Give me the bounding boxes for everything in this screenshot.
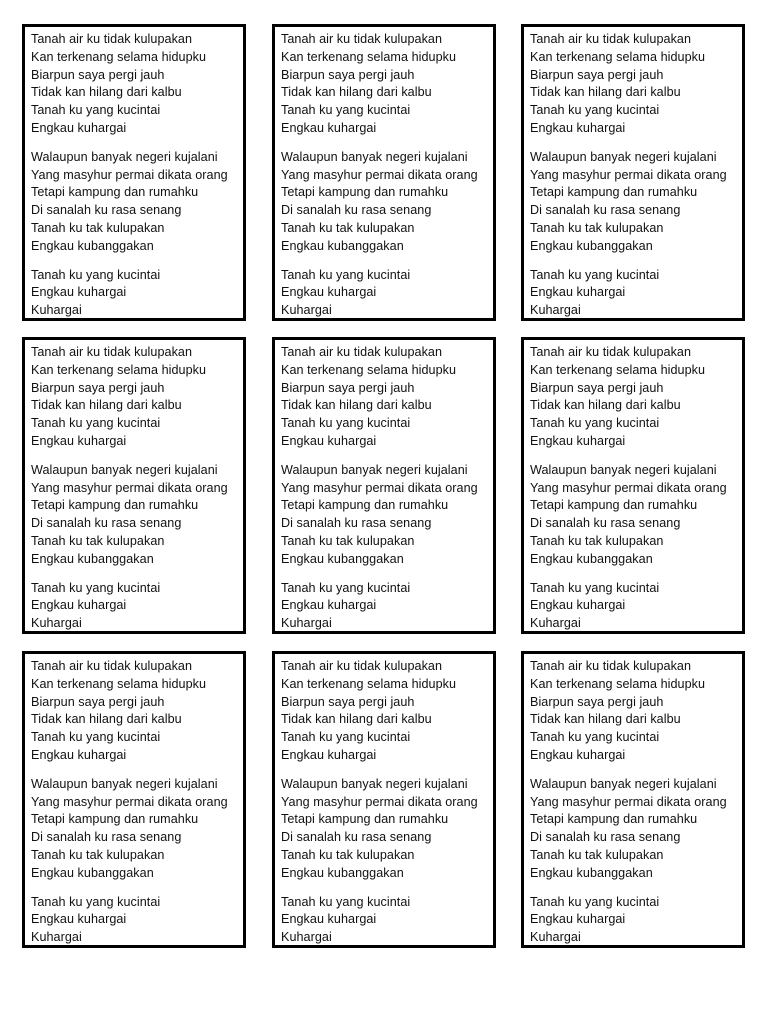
stanza — [281, 344, 493, 451]
lyric-line: Di sanalah ku rasa senang — [281, 830, 432, 845]
lyric-line: Tanah ku yang kucintai — [31, 730, 161, 745]
lyric-line: Walaupun banyak negeri kujalani — [31, 776, 218, 791]
lyric-line: Engkau kuhargai — [281, 433, 377, 448]
stanza — [281, 658, 493, 765]
lyric-line: Engkau kuhargai — [530, 912, 626, 927]
stanza — [31, 149, 243, 256]
lyric-line: Tanah ku yang kucintai — [530, 103, 660, 118]
lyric-line: Tanah air ku tidak kulupakan — [530, 345, 692, 359]
lyric-line: Di sanalah ku rasa senang — [530, 516, 681, 531]
lyric-line: Engkau kuhargai — [31, 912, 127, 927]
lyric-line: Yang masyhur permai dikata orang — [31, 794, 228, 809]
lyrics-card — [22, 651, 246, 948]
stanza — [530, 462, 742, 569]
lyric-line: Kan terkenang selama hidupku — [31, 49, 207, 64]
lyric-line: Tanah ku yang kucintai — [281, 580, 411, 595]
lyrics-card — [272, 337, 496, 634]
lyric-line: Tidak kan hilang dari kalbu — [530, 398, 681, 413]
lyric-line: Tetapi kampung dan rumahku — [530, 812, 698, 827]
lyric-line: Tanah ku yang kucintai — [31, 894, 161, 909]
stanza — [31, 31, 243, 138]
lyric-line: Tetapi kampung dan rumahku — [31, 498, 199, 513]
lyric-line: Tanah ku yang kucintai — [281, 103, 411, 118]
lyrics-card — [521, 337, 745, 634]
lyric-line: Yang masyhur permai dikata orang — [31, 480, 228, 495]
stanza — [31, 344, 243, 451]
lyric-line: Tetapi kampung dan rumahku — [530, 498, 698, 513]
lyric-line: Engkau kuhargai — [530, 433, 626, 448]
lyric-line: Tanah air ku tidak kulupakan — [281, 345, 443, 359]
lyric-line: Walaupun banyak negeri kujalani — [281, 149, 468, 164]
lyric-line: Engkau kubanggakan — [31, 865, 154, 880]
lyric-line: Yang masyhur permai dikata orang — [281, 480, 478, 495]
lyric-line: Tetapi kampung dan rumahku — [530, 185, 698, 200]
lyric-line: Tidak kan hilang dari kalbu — [281, 85, 432, 100]
lyric-line: Yang masyhur permai dikata orang — [281, 167, 478, 182]
lyric-line: Tanah ku tak kulupakan — [530, 847, 664, 862]
lyric-line: Biarpun saya pergi jauh — [281, 380, 415, 395]
lyric-line: Kuhargai — [530, 303, 581, 318]
lyric-line: Biarpun saya pergi jauh — [530, 67, 664, 82]
lyric-line: Kuhargai — [281, 303, 332, 318]
lyric-line: Walaupun banyak negeri kujalani — [31, 149, 218, 164]
lyric-line: Kan terkenang selama hidupku — [530, 49, 706, 64]
lyric-line: Engkau kubanggakan — [530, 551, 653, 566]
lyric-line: Kan terkenang selama hidupku — [530, 676, 706, 691]
lyric-line: Tanah air ku tidak kulupakan — [31, 345, 193, 359]
lyric-line: Di sanalah ku rasa senang — [281, 516, 432, 531]
lyric-line: Engkau kuhargai — [530, 598, 626, 613]
lyric-line: Tetapi kampung dan rumahku — [281, 185, 449, 200]
lyrics-card — [521, 24, 745, 321]
lyric-line: Kan terkenang selama hidupku — [31, 362, 207, 377]
lyric-line: Kuhargai — [31, 303, 82, 318]
lyric-line: Engkau kuhargai — [31, 598, 127, 613]
lyric-line: Tanah air ku tidak kulupakan — [281, 32, 443, 46]
lyric-line: Engkau kubanggakan — [281, 238, 404, 253]
lyric-line: Tanah ku yang kucintai — [31, 580, 161, 595]
lyric-line: Tanah air ku tidak kulupakan — [530, 32, 692, 46]
lyric-line: Engkau kubanggakan — [31, 551, 154, 566]
stanza — [31, 894, 243, 947]
stanza — [530, 894, 742, 947]
lyric-line: Engkau kuhargai — [281, 598, 377, 613]
lyric-line: Tanah ku tak kulupakan — [530, 533, 664, 548]
lyric-line: Kuhargai — [31, 616, 82, 631]
stanza — [31, 658, 243, 765]
lyric-line: Tetapi kampung dan rumahku — [31, 812, 199, 827]
lyric-line: Walaupun banyak negeri kujalani — [281, 462, 468, 477]
lyric-line: Engkau kuhargai — [31, 285, 127, 300]
lyric-line: Tanah ku yang kucintai — [530, 267, 660, 282]
lyric-line: Tanah ku yang kucintai — [31, 267, 161, 282]
lyric-line: Tidak kan hilang dari kalbu — [530, 85, 681, 100]
lyric-line: Engkau kuhargai — [281, 120, 377, 135]
lyric-line: Engkau kuhargai — [31, 120, 127, 135]
stanza — [31, 267, 243, 320]
lyric-line: Engkau kuhargai — [281, 285, 377, 300]
lyric-line: Kan terkenang selama hidupku — [530, 362, 706, 377]
stanza — [281, 776, 493, 883]
lyric-line: Walaupun banyak negeri kujalani — [31, 462, 218, 477]
lyric-line: Tanah ku tak kulupakan — [281, 847, 415, 862]
lyric-line: Engkau kubanggakan — [281, 551, 404, 566]
lyric-line: Tetapi kampung dan rumahku — [281, 812, 449, 827]
stanza — [31, 580, 243, 633]
stanza — [530, 776, 742, 883]
lyric-line: Tanah ku tak kulupakan — [281, 533, 415, 548]
lyric-line: Tanah air ku tidak kulupakan — [31, 659, 193, 673]
lyrics-card — [272, 24, 496, 321]
lyric-line: Kuhargai — [530, 616, 581, 631]
lyric-line: Kuhargai — [281, 616, 332, 631]
lyric-line: Tanah ku tak kulupakan — [31, 220, 165, 235]
lyric-line: Engkau kubanggakan — [31, 238, 154, 253]
lyric-line: Tidak kan hilang dari kalbu — [530, 712, 681, 727]
lyric-line: Tanah ku tak kulupakan — [281, 220, 415, 235]
lyric-line: Yang masyhur permai dikata orang — [281, 794, 478, 809]
stanza — [281, 267, 493, 320]
lyric-line: Kan terkenang selama hidupku — [281, 362, 457, 377]
lyric-line: Engkau kuhargai — [530, 120, 626, 135]
lyric-line: Yang masyhur permai dikata orang — [530, 480, 727, 495]
lyric-line: Engkau kuhargai — [281, 747, 377, 762]
lyric-line: Engkau kubanggakan — [530, 865, 653, 880]
lyric-line: Tanah ku yang kucintai — [530, 416, 660, 431]
lyric-line: Biarpun saya pergi jauh — [31, 67, 165, 82]
lyric-line: Kan terkenang selama hidupku — [31, 676, 207, 691]
lyric-line: Biarpun saya pergi jauh — [281, 67, 415, 82]
lyrics-card — [22, 24, 246, 321]
lyric-line: Kuhargai — [31, 930, 82, 945]
lyric-line: Tanah ku yang kucintai — [31, 103, 161, 118]
stanza — [281, 149, 493, 256]
stanza — [530, 31, 742, 138]
lyric-line: Walaupun banyak negeri kujalani — [530, 462, 717, 477]
stanza — [281, 580, 493, 633]
lyric-line: Kan terkenang selama hidupku — [281, 49, 457, 64]
stanza — [530, 149, 742, 256]
lyric-line: Tanah ku yang kucintai — [281, 267, 411, 282]
stanza — [31, 776, 243, 883]
stanza — [281, 31, 493, 138]
lyric-line: Di sanalah ku rasa senang — [530, 830, 681, 845]
lyric-line: Tanah air ku tidak kulupakan — [281, 659, 443, 673]
lyric-line: Tanah ku yang kucintai — [530, 580, 660, 595]
lyric-line: Di sanalah ku rasa senang — [31, 203, 182, 218]
lyric-line: Tetapi kampung dan rumahku — [281, 498, 449, 513]
lyric-line: Engkau kuhargai — [31, 747, 127, 762]
lyric-line: Tidak kan hilang dari kalbu — [31, 398, 182, 413]
stanza — [281, 894, 493, 947]
lyric-line: Di sanalah ku rasa senang — [530, 203, 681, 218]
lyric-line: Engkau kubanggakan — [281, 865, 404, 880]
lyric-line: Tanah ku yang kucintai — [281, 416, 411, 431]
lyric-line: Engkau kuhargai — [31, 433, 127, 448]
lyric-line: Di sanalah ku rasa senang — [281, 203, 432, 218]
lyric-line: Engkau kuhargai — [281, 912, 377, 927]
lyric-line: Biarpun saya pergi jauh — [530, 380, 664, 395]
lyric-line: Tidak kan hilang dari kalbu — [31, 85, 182, 100]
lyric-line: Yang masyhur permai dikata orang — [530, 794, 727, 809]
lyric-line: Engkau kuhargai — [530, 747, 626, 762]
lyric-line: Tanah ku tak kulupakan — [31, 533, 165, 548]
stanza — [530, 267, 742, 320]
lyric-line: Yang masyhur permai dikata orang — [530, 167, 727, 182]
lyric-line: Tanah air ku tidak kulupakan — [530, 659, 692, 673]
lyric-line: Engkau kuhargai — [530, 285, 626, 300]
lyric-line: Kuhargai — [281, 930, 332, 945]
lyric-line: Biarpun saya pergi jauh — [31, 380, 165, 395]
lyric-line: Tanah ku tak kulupakan — [530, 220, 664, 235]
lyric-line: Tidak kan hilang dari kalbu — [281, 398, 432, 413]
stanza — [281, 462, 493, 569]
lyric-line: Kuhargai — [530, 930, 581, 945]
lyric-line: Tanah air ku tidak kulupakan — [31, 32, 193, 46]
lyric-line: Walaupun banyak negeri kujalani — [530, 776, 717, 791]
lyric-line: Tanah ku yang kucintai — [530, 894, 660, 909]
lyric-line: Yang masyhur permai dikata orang — [31, 167, 228, 182]
lyric-line: Walaupun banyak negeri kujalani — [530, 149, 717, 164]
lyric-line: Walaupun banyak negeri kujalani — [281, 776, 468, 791]
lyric-line: Tidak kan hilang dari kalbu — [281, 712, 432, 727]
lyrics-card — [521, 651, 745, 948]
lyric-line: Biarpun saya pergi jauh — [530, 694, 664, 709]
lyric-line: Biarpun saya pergi jauh — [281, 694, 415, 709]
lyric-line: Tanah ku tak kulupakan — [31, 847, 165, 862]
stanza — [530, 658, 742, 765]
stanza — [530, 580, 742, 633]
stanza — [31, 462, 243, 569]
lyric-line: Tanah ku yang kucintai — [31, 416, 161, 431]
lyric-line: Engkau kubanggakan — [530, 238, 653, 253]
lyrics-card — [272, 651, 496, 948]
lyric-line: Tidak kan hilang dari kalbu — [31, 712, 182, 727]
lyric-line: Di sanalah ku rasa senang — [31, 516, 182, 531]
lyric-line: Tetapi kampung dan rumahku — [31, 185, 199, 200]
lyric-line: Tanah ku yang kucintai — [530, 730, 660, 745]
lyric-line: Kan terkenang selama hidupku — [281, 676, 457, 691]
lyric-line: Biarpun saya pergi jauh — [31, 694, 165, 709]
lyrics-card — [22, 337, 246, 634]
lyric-line: Tanah ku yang kucintai — [281, 894, 411, 909]
stanza — [530, 344, 742, 451]
lyric-line: Di sanalah ku rasa senang — [31, 830, 182, 845]
lyric-line: Tanah ku yang kucintai — [281, 730, 411, 745]
